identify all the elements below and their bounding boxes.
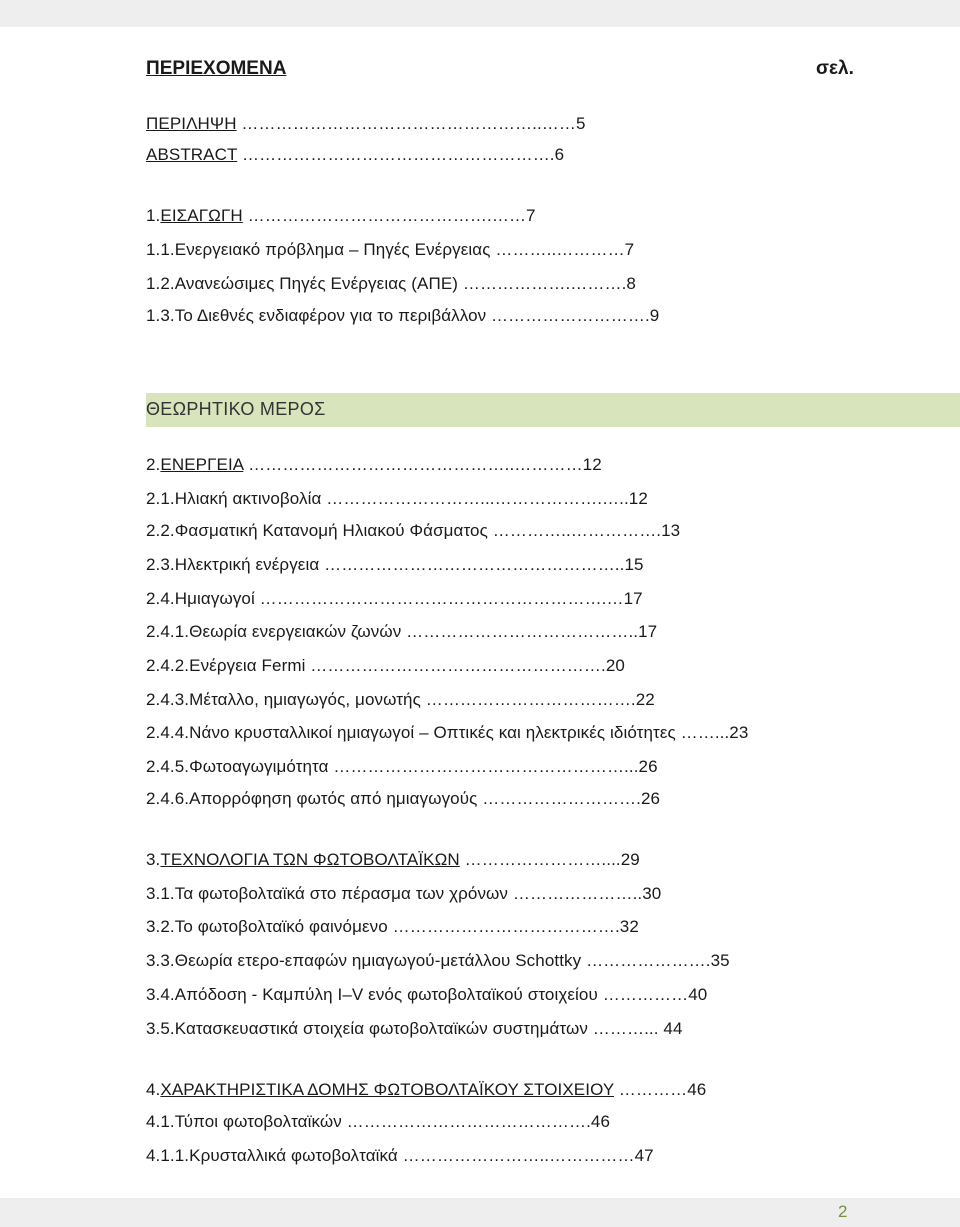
toc-entry-title: Κατασκευαστικά στοιχεία φωτοβολταϊκών συστημάτων bbox=[174, 1019, 588, 1038]
toc-entry[interactable]: 1.3.Το Διεθνές ενδιαφέρον για το περιβάλλον ……………………….9 bbox=[146, 306, 660, 325]
toc-entry-leader: ……………………………….22 bbox=[420, 690, 655, 709]
toc-entry-title: Το Διεθνές ενδιαφέρον για το περιβάλλον bbox=[174, 306, 487, 325]
toc-entry[interactable]: 2.1.Ηλιακή ακτινοβολία ………………………...……………….…..12 bbox=[146, 489, 648, 508]
toc-entry[interactable]: 4.1.Τύποι φωτοβολταϊκών …………………………………….46 bbox=[146, 1112, 611, 1131]
toc-entry-title: Ημιαγωγοί bbox=[174, 589, 255, 608]
toc-entry-title: Κρυσταλλικά φωτοβολταϊκά bbox=[189, 1146, 398, 1165]
section-band bbox=[146, 393, 960, 427]
toc-entry[interactable]: 2.4.5.Φωτοαγωγιμότητα ……………………………………………...26 bbox=[146, 757, 658, 776]
toc-entry[interactable]: 3.4.Απόδοση - Καμπύλη I–V ενός φωτοβολταϊκού στοιχείου ……………40 bbox=[146, 985, 708, 1004]
toc-entry-title: ΠΕΡΙΛΗΨΗ bbox=[146, 114, 237, 133]
toc-entry-leader: ………………………...……………….…..12 bbox=[321, 489, 648, 508]
toc-entry-title: Φωτοαγωγιμότητα bbox=[189, 757, 329, 776]
toc-entry-title: Ενέργεια Fermi bbox=[189, 656, 306, 675]
toc-entry-title: Απορρόφηση φωτός από ημιαγωγούς bbox=[189, 789, 478, 808]
toc-entry-title: ΕΙΣΑΓΩΓΗ bbox=[160, 206, 243, 225]
toc-entry-title: ΧΑΡΑΚΤΗΡΙΣΤΙΚΑ ΔΟΜΗΣ ΦΩΤΟΒΟΛΤΑΪΚΟΥ ΣΤΟΙΧΕΙΟΥ bbox=[160, 1080, 614, 1099]
toc-entry-title: Ενεργειακό πρόβλημα – Πηγές Ενέργειας bbox=[174, 240, 491, 259]
toc-entry-leader: …………………………………….……7 bbox=[242, 206, 536, 225]
toc-entry-leader: ……………40 bbox=[597, 985, 708, 1004]
toc-entry[interactable]: 3.2.Το φωτοβολταϊκό φαινόμενο ………………………………….32 bbox=[146, 917, 639, 936]
toc-entry[interactable]: 2.4.4.Νάνο κρυσταλλικοί ημιαγωγοί – Οπτικές και ηλεκτρικές ιδιότητες ……...23 bbox=[146, 723, 749, 742]
toc-entry[interactable]: 3.3.Θεωρία ετερο-επαφών ημιαγωγού-μετάλλου Schottky ………………….35 bbox=[146, 951, 730, 970]
toc-entry-leader: ……………………………………………...26 bbox=[328, 757, 658, 776]
toc-entry[interactable]: 2.3.Ηλεκτρική ενέργεια ……………………………………………..15 bbox=[146, 555, 644, 574]
toc-entry[interactable]: 4.ΧΑΡΑΚΤΗΡΙΣΤΙΚΑ ΔΟΜΗΣ ΦΩΤΟΒΟΛΤΑΪΚΟΥ ΣΤΟΙΧΕΙΟΥ …………46 bbox=[146, 1080, 707, 1099]
toc-entry-title: Τα φωτοβολταϊκά στο πέρασμα των χρόνων bbox=[174, 884, 509, 903]
toc-entry-leader: ……………………....29 bbox=[459, 850, 640, 869]
toc-entry-title: Τύποι φωτοβολταϊκών bbox=[174, 1112, 342, 1131]
toc-entry-leader: ……………………………………………….6 bbox=[237, 145, 565, 164]
toc-entry-leader: ……...23 bbox=[675, 723, 749, 742]
top-margin-bar bbox=[0, 0, 960, 27]
toc-entry-leader: ……………………………………………..……5 bbox=[236, 114, 586, 133]
toc-entry-title: Ηλιακή ακτινοβολία bbox=[174, 489, 322, 508]
toc-entry-leader: ………………….35 bbox=[581, 951, 730, 970]
toc-entry-leader: ……………………….9 bbox=[486, 306, 660, 325]
toc-entry[interactable]: 3.ΤΕΧΝΟΛΟΓΙΑ ΤΩΝ ΦΩΤΟΒΟΛΤΑΪΚΩΝ ……………………....29 bbox=[146, 850, 640, 869]
toc-entry[interactable]: 3.5.Κατασκευαστικά στοιχεία φωτοβολταϊκών συστημάτων ………... 44 bbox=[146, 1019, 683, 1038]
toc-entry-leader: ………..…………7 bbox=[490, 240, 635, 259]
page-number: 2 bbox=[838, 1202, 848, 1221]
toc-entry-title: ABSTRACT bbox=[146, 145, 238, 164]
toc-entry-leader: ………………………………….32 bbox=[387, 917, 639, 936]
toc-entry-title: Φασματική Κατανομή Ηλιακού Φάσματος bbox=[174, 521, 488, 540]
toc-entry-leader: …………………………………….46 bbox=[341, 1112, 611, 1131]
toc-entry[interactable]: 2.4.Ημιαγωγοί …………………………………………………….…17 bbox=[146, 589, 643, 608]
toc-entry[interactable] bbox=[146, 114, 586, 134]
toc-entry-title: Θεωρία ετερο-επαφών ημιαγωγού-μετάλλου Schottky bbox=[174, 951, 582, 970]
page-column-label: σελ. bbox=[816, 58, 854, 79]
toc-entry[interactable]: 1.ΕΙΣΑΓΩΓΗ …………………………………….……7 bbox=[146, 206, 536, 225]
footer-bar bbox=[0, 1198, 960, 1227]
toc-entry[interactable]: 2.4.6.Απορρόφηση φωτός από ημιαγωγούς ……………………….26 bbox=[146, 789, 661, 808]
toc-entry-leader: …………………..30 bbox=[508, 884, 662, 903]
toc-entry-title: Μέταλλο, ημιαγωγός, μονωτής bbox=[189, 690, 421, 709]
toc-entry-leader: ………... 44 bbox=[587, 1019, 683, 1038]
toc-entry[interactable] bbox=[146, 145, 564, 165]
toc-entry-leader: …………46 bbox=[613, 1080, 707, 1099]
toc-heading: ΠΕΡΙΕΧΟΜΕΝΑ bbox=[146, 58, 287, 79]
toc-entry-leader: …………………………………………….20 bbox=[305, 656, 625, 675]
section-band-label: ΘΕΩΡΗΤΙΚΟ ΜΕΡΟΣ bbox=[146, 399, 326, 419]
toc-entry-leader: …………..…………….13 bbox=[487, 521, 681, 540]
toc-entry-leader: ………………………………………..…………12 bbox=[243, 455, 602, 474]
toc-entry[interactable]: 2.2.Φασματική Κατανομή Ηλιακού Φάσματος …………..…………….13 bbox=[146, 521, 681, 540]
toc-entry-title: Θεωρία ενεργειακών ζωνών bbox=[189, 622, 402, 641]
toc-entry[interactable]: 1.2.Ανανεώσιμες Πηγές Ενέργειας (ΑΠΕ) ……………….……….8 bbox=[146, 274, 636, 293]
toc-entry-leader: …………………………………..17 bbox=[401, 622, 658, 641]
toc-entry[interactable]: 4.1.1.Κρυσταλλικά φωτοβολταϊκά ……………………..……………47 bbox=[146, 1146, 654, 1165]
toc-entry-title: Νάνο κρυσταλλικοί ημιαγωγοί – Οπτικές και ηλεκτρικές ιδιότητες bbox=[189, 723, 676, 742]
toc-entry-leader: ……………………….26 bbox=[477, 789, 661, 808]
toc-entry-leader: ……………….……….8 bbox=[458, 274, 636, 293]
toc-entry[interactable]: 2.4.2.Ενέργεια Fermi …………………………………………….20 bbox=[146, 656, 625, 675]
toc-entry[interactable]: 2.ΕΝΕΡΓΕΙΑ ………………………………………..…………12 bbox=[146, 455, 602, 474]
toc-entry-leader: ……………………………………………..15 bbox=[319, 555, 644, 574]
toc-entry[interactable]: 3.1.Τα φωτοβολταϊκά στο πέρασμα των χρόνων …………………..30 bbox=[146, 884, 662, 903]
toc-entry-title: ΕΝΕΡΓΕΙΑ bbox=[160, 455, 244, 474]
toc-entry-title: Απόδοση - Καμπύλη I–V ενός φωτοβολταϊκού στοιχείου bbox=[174, 985, 598, 1004]
toc-entry-leader: …………………………………………………….…17 bbox=[254, 589, 643, 608]
toc-entry-leader: ……………………..……………47 bbox=[397, 1146, 654, 1165]
toc-entry-title: Ηλεκτρική ενέργεια bbox=[174, 555, 320, 574]
toc-entry-title: Το φωτοβολταϊκό φαινόμενο bbox=[174, 917, 388, 936]
toc-entry[interactable]: 2.4.3.Μέταλλο, ημιαγωγός, μονωτής ……………………………….22 bbox=[146, 690, 655, 709]
toc-entry-title: Ανανεώσιμες Πηγές Ενέργειας (ΑΠΕ) bbox=[174, 274, 459, 293]
toc-entry[interactable]: 1.1.Ενεργειακό πρόβλημα – Πηγές Ενέργειας ………..…………7 bbox=[146, 240, 635, 259]
toc-entry-title: ΤΕΧΝΟΛΟΓΙΑ ΤΩΝ ΦΩΤΟΒΟΛΤΑΪΚΩΝ bbox=[160, 850, 460, 869]
toc-entry[interactable]: 2.4.1.Θεωρία ενεργειακών ζωνών …………………………………..17 bbox=[146, 622, 658, 641]
